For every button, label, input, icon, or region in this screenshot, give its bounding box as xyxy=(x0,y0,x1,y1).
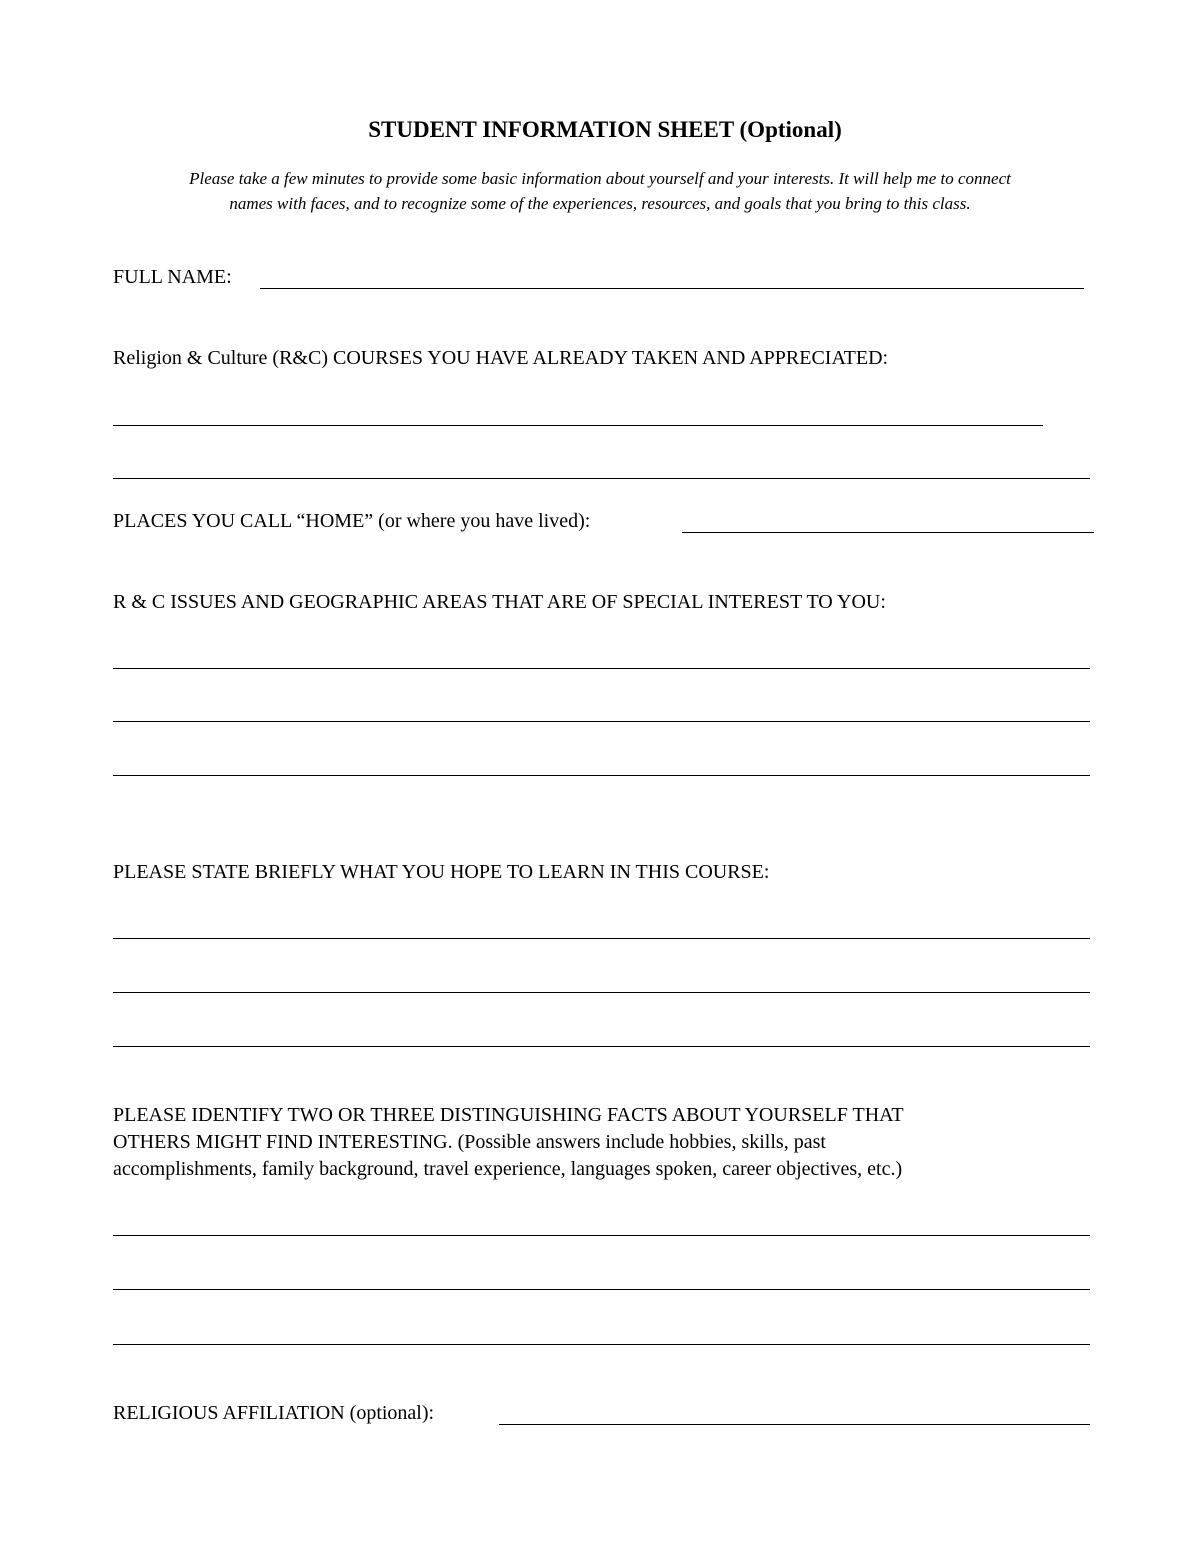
hope-answer-2[interactable] xyxy=(113,967,1090,991)
religion-field[interactable] xyxy=(499,1399,1090,1423)
full-name-label: FULL NAME: xyxy=(113,266,232,288)
page-title: STUDENT INFORMATION SHEET (Optional) xyxy=(368,117,842,142)
facts-label-line-1: PLEASE IDENTIFY TWO OR THREE DISTINGUISHING FACTS ABOUT YOURSELF THAT xyxy=(113,1104,904,1126)
facts-answer-3[interactable] xyxy=(113,1319,1090,1343)
interests-rule-3 xyxy=(113,775,1090,776)
hope-rule-1 xyxy=(113,938,1090,939)
courses-rule-1 xyxy=(113,425,1043,426)
hope-answer-1[interactable] xyxy=(113,913,1090,937)
facts-answer-2[interactable] xyxy=(113,1264,1090,1288)
hope-rule-2 xyxy=(113,992,1090,993)
facts-rule-3 xyxy=(113,1344,1090,1345)
facts-rule-2 xyxy=(113,1289,1090,1290)
full-name-field[interactable] xyxy=(260,263,1084,287)
hope-rule-3 xyxy=(113,1046,1090,1047)
intro-line-1: Please take a few minutes to provide some basic information about yourself and your interests. It will help me to connect xyxy=(189,169,1011,188)
interests-answer-2[interactable] xyxy=(113,696,1090,720)
courses-answer-1[interactable] xyxy=(113,400,1043,424)
interests-rule-1 xyxy=(113,668,1090,669)
hope-label: PLEASE STATE BRIEFLY WHAT YOU HOPE TO LEARN IN THIS COURSE: xyxy=(113,861,770,883)
interests-label: R & C ISSUES AND GEOGRAPHIC AREAS THAT ARE OF SPECIAL INTEREST TO YOU: xyxy=(113,591,886,613)
intro-line-2: names with faces, and to recognize some of the experiences, resources, and goals that you bring to this class. xyxy=(229,194,971,213)
facts-rule-1 xyxy=(113,1235,1090,1236)
home-rule xyxy=(682,532,1094,533)
religion-label: RELIGIOUS AFFILIATION (optional): xyxy=(113,1402,435,1424)
courses-answer-2[interactable] xyxy=(113,453,1090,477)
courses-rule-2 xyxy=(113,478,1090,479)
courses-label: Religion & Culture (R&C) COURSES YOU HAVE ALREADY TAKEN AND APPRECIATED: xyxy=(113,347,889,369)
facts-label-line-3: accomplishments, family background, travel experience, languages spoken, career objectives, etc.) xyxy=(113,1158,903,1180)
facts-label-line-2: OTHERS MIGHT FIND INTERESTING. (Possible answers include hobbies, skills, past xyxy=(113,1131,826,1153)
full-name-rule xyxy=(260,288,1084,289)
interests-answer-1[interactable] xyxy=(113,643,1090,667)
home-field[interactable] xyxy=(682,507,1094,531)
interests-rule-2 xyxy=(113,721,1090,722)
facts-answer-1[interactable] xyxy=(113,1210,1090,1234)
interests-answer-3[interactable] xyxy=(113,750,1090,774)
hope-answer-3[interactable] xyxy=(113,1021,1090,1045)
religion-rule xyxy=(499,1424,1090,1425)
home-label: PLACES YOU CALL “HOME” (or where you have lived): xyxy=(113,510,591,532)
